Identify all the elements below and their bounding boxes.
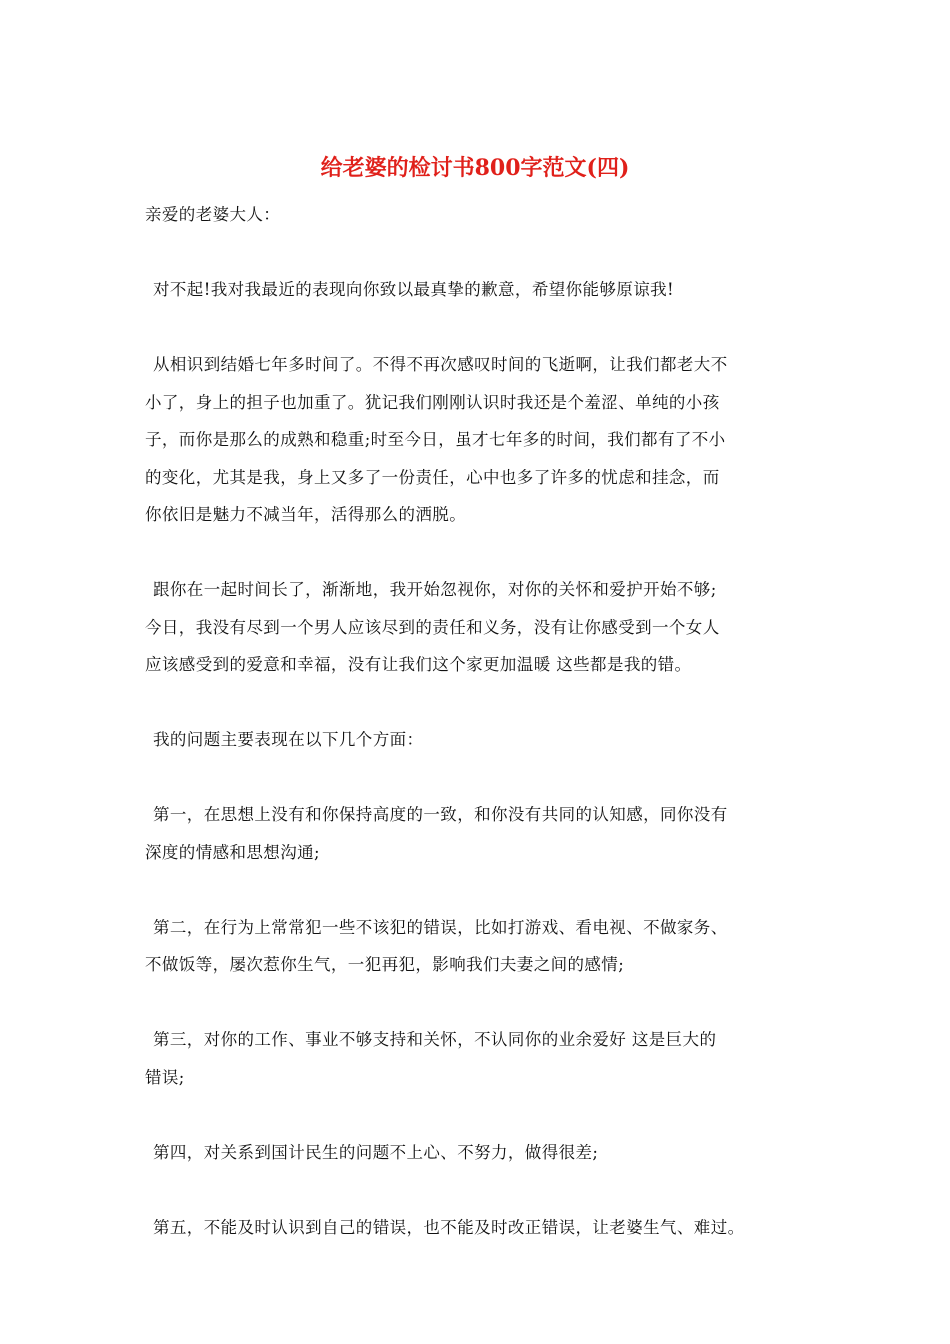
paragraph-gap [145, 759, 825, 797]
paragraph-7 [145, 1021, 825, 1096]
salutation: 亲爱的老婆大人： [145, 205, 281, 224]
paragraph-4 [145, 721, 825, 759]
paragraph-1 [145, 271, 825, 309]
paragraph-line: 第五，不能及时认识到自己的错误，也不能及时改正错误，让老婆生气、难过。 [153, 1217, 745, 1237]
paragraph-gap [145, 1171, 825, 1209]
paragraph-line: 第四，对关系到国计民生的问题不上心、不努力，做得很差; [153, 1142, 599, 1162]
paragraph-line: 对不起!我对我最近的表现向你致以最真挚的歉意，希望你能够原谅我! [153, 280, 675, 299]
document-title: 给老婆的检讨书800字范文(四) [320, 155, 630, 181]
paragraph-3 [145, 571, 825, 684]
paragraph-gap [145, 234, 825, 272]
paragraph-line: 错误; [145, 1067, 185, 1087]
paragraph-6 [145, 909, 825, 984]
paragraph-line: 小了，身上的担子也加重了。犹记我们刚刚认识时我还是个羞涩、单纯的小孩 [145, 392, 720, 412]
paragraph-line: 的变化，尤其是我，身上又多了一份责任，心中也多了许多的忧虑和挂念，而 [145, 467, 720, 487]
paragraph-gap [145, 534, 825, 572]
paragraph-line: 今日，我没有尽到一个男人应该尽到的责任和义务，没有让你感受到一个女人 [145, 617, 720, 637]
paragraph-line: 我的问题主要表现在以下几个方面： [153, 730, 424, 749]
paragraph-line: 子，而你是那么的成熟和稳重;时至今日，虽才七年多的时间，我们都有了不小 [145, 430, 726, 449]
paragraph-2 [145, 346, 825, 534]
paragraph-9 [145, 1209, 825, 1247]
paragraph-gap [145, 984, 825, 1022]
paragraph-gap [145, 684, 825, 722]
paragraph-8 [145, 1134, 825, 1172]
paragraph-line: 深度的情感和思想沟通; [145, 842, 320, 862]
paragraph-5 [145, 796, 825, 871]
paragraph-line: 第三，对你的工作、事业不够支持和关怀，不认同你的业余爱好 这是巨大的 [153, 1030, 717, 1049]
paragraph-line: 从相识到结婚七年多时间了。不得不再次感叹时间的飞逝啊，让我们都老大不 [153, 355, 728, 374]
paragraph-line: 你依旧是魅力不减当年，活得那么的洒脱。 [145, 505, 467, 524]
paragraph-gap [145, 309, 825, 347]
paragraph-gap [145, 1096, 825, 1134]
paragraph-line: 不做饭等，屡次惹你生气，一犯再犯，影响我们夫妻之间的感情; [145, 955, 625, 974]
document-body [145, 196, 825, 1246]
paragraph-gap [145, 871, 825, 909]
paragraph-line: 应该感受到的爱意和幸福，没有让我们这个家更加温暖 这些都是我的错。 [145, 655, 692, 674]
paragraph-line: 第二，在行为上常常犯一些不该犯的错误，比如打游戏、看电视、不做家务、 [153, 917, 728, 937]
paragraph-line: 第一，在思想上没有和你保持高度的一致，和你没有共同的认知感，同你没有 [153, 805, 728, 824]
paragraph-line: 跟你在一起时间长了，渐渐地，我开始忽视你，对你的关怀和爱护开始不够; [153, 580, 717, 599]
